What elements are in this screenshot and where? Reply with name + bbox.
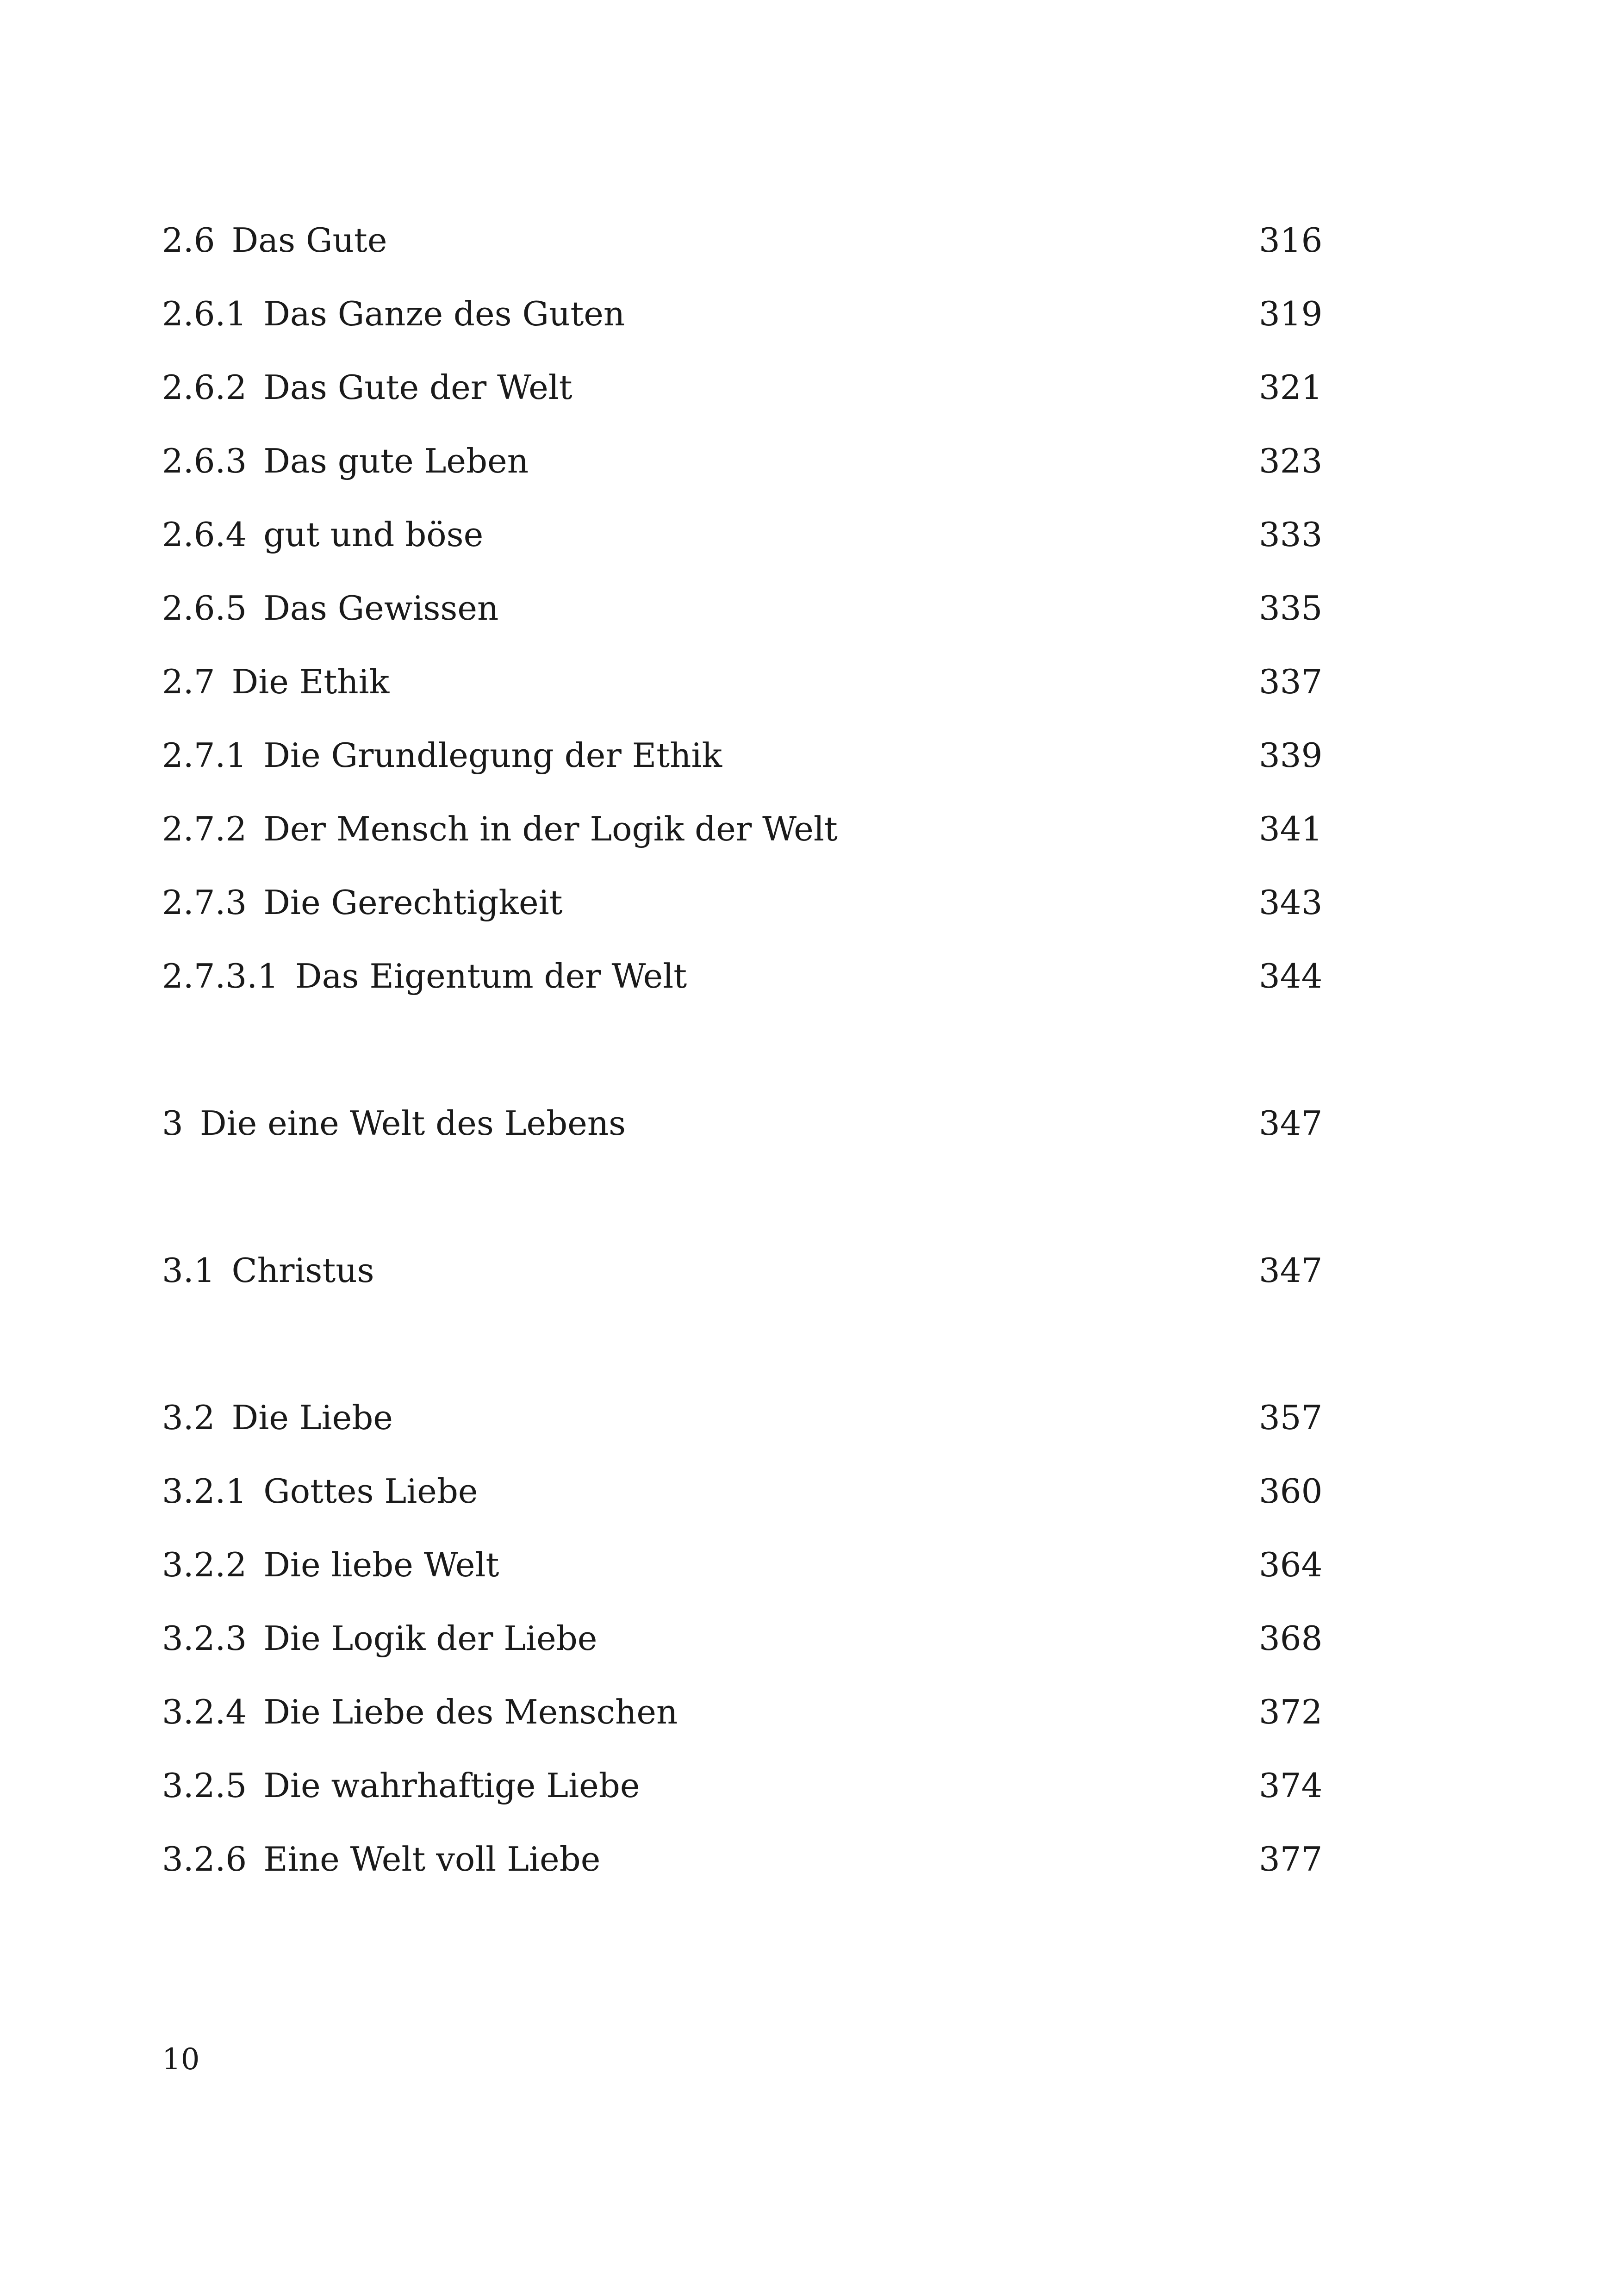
page-number: 10 bbox=[162, 2042, 200, 2077]
entry-page: 316 bbox=[1259, 221, 1323, 260]
entry-page: 339 bbox=[1259, 736, 1323, 775]
entry-title: Die liebe Welt bbox=[263, 1545, 499, 1584]
entry-title: Der Mensch in der Logik der Welt bbox=[263, 809, 838, 848]
entry-page: 319 bbox=[1259, 294, 1323, 333]
entry-title: Das Gewissen bbox=[263, 589, 499, 628]
entry-title: Das gute Leben bbox=[263, 442, 529, 480]
toc-entry bbox=[162, 424, 1323, 498]
toc-entry bbox=[162, 1823, 1323, 1896]
entry-page: 323 bbox=[1259, 442, 1323, 480]
entry-title: gut und böse bbox=[263, 515, 484, 554]
entry-title: Die Logik der Liebe bbox=[263, 1619, 597, 1658]
entry-page: 360 bbox=[1259, 1472, 1323, 1511]
entry-title: Das Gute der Welt bbox=[263, 368, 573, 407]
entry-page: 372 bbox=[1259, 1692, 1323, 1731]
entry-number: 3.2.6 bbox=[162, 1840, 247, 1879]
toc-entry bbox=[162, 1675, 1323, 1749]
entry-number: 3.1 bbox=[162, 1251, 215, 1290]
entry-page: 357 bbox=[1259, 1398, 1323, 1437]
toc-entry bbox=[162, 204, 1323, 277]
entry-number: 3.2.5 bbox=[162, 1766, 247, 1805]
entry-title: Eine Welt voll Liebe bbox=[263, 1840, 601, 1879]
toc-section-entry bbox=[162, 1381, 1323, 1455]
entry-page: 343 bbox=[1259, 883, 1323, 922]
entry-page: 374 bbox=[1259, 1766, 1323, 1805]
toc-entry bbox=[162, 940, 1323, 1013]
toc-entry bbox=[162, 1528, 1323, 1602]
toc-entry bbox=[162, 277, 1323, 351]
entry-number: 2.6.4 bbox=[162, 515, 247, 554]
entry-number: 3.2.2 bbox=[162, 1545, 247, 1584]
entry-number: 2.6.5 bbox=[162, 589, 247, 628]
entry-page: 377 bbox=[1259, 1840, 1323, 1879]
entry-number: 3 bbox=[162, 1104, 183, 1143]
entry-title: Die Liebe des Menschen bbox=[263, 1692, 678, 1731]
entry-page: 364 bbox=[1259, 1545, 1323, 1584]
entry-number: 3.2.4 bbox=[162, 1692, 247, 1731]
toc-entry bbox=[162, 866, 1323, 940]
toc-entry bbox=[162, 572, 1323, 645]
entry-title: Die Grundlegung der Ethik bbox=[263, 736, 722, 775]
entry-number: 2.6.2 bbox=[162, 368, 247, 407]
toc-entry bbox=[162, 792, 1323, 866]
toc-entry bbox=[162, 719, 1323, 792]
entry-title: Die Ethik bbox=[231, 662, 390, 701]
entry-number: 2.6 bbox=[162, 221, 215, 260]
entry-page: 344 bbox=[1259, 957, 1323, 996]
toc-chapter-entry bbox=[162, 1087, 1323, 1160]
entry-number: 2.7.3 bbox=[162, 883, 247, 922]
entry-number: 2.6.1 bbox=[162, 294, 247, 333]
table-of-contents bbox=[162, 204, 1323, 1896]
entry-number: 3.2 bbox=[162, 1398, 215, 1437]
entry-number: 2.7.2 bbox=[162, 809, 247, 848]
entry-title: Die Liebe bbox=[231, 1398, 393, 1437]
entry-title: Die eine Welt des Lebens bbox=[199, 1104, 626, 1143]
entry-title: Das Gute bbox=[231, 221, 387, 260]
entry-title: Die Gerechtigkeit bbox=[263, 883, 563, 922]
entry-number: 2.6.3 bbox=[162, 442, 247, 480]
toc-entry bbox=[162, 498, 1323, 572]
entry-number: 3.2.3 bbox=[162, 1619, 247, 1658]
entry-title: Gottes Liebe bbox=[263, 1472, 478, 1511]
entry-page: 347 bbox=[1259, 1251, 1323, 1290]
entry-number: 2.7 bbox=[162, 662, 215, 701]
entry-page: 337 bbox=[1259, 662, 1323, 701]
entry-title: Die wahrhaftige Liebe bbox=[263, 1766, 640, 1805]
toc-entry bbox=[162, 1455, 1323, 1528]
entry-page: 333 bbox=[1259, 515, 1323, 554]
entry-number: 2.7.1 bbox=[162, 736, 247, 775]
entry-page: 368 bbox=[1259, 1619, 1323, 1658]
entry-page: 347 bbox=[1259, 1104, 1323, 1143]
toc-entry bbox=[162, 1749, 1323, 1823]
entry-title: Christus bbox=[231, 1251, 374, 1290]
toc-entry bbox=[162, 1602, 1323, 1675]
entry-title: Das Ganze des Guten bbox=[263, 294, 625, 333]
entry-number: 2.7.3.1 bbox=[162, 957, 279, 996]
toc-entry bbox=[162, 351, 1323, 424]
entry-page: 335 bbox=[1259, 589, 1323, 628]
toc-section-entry bbox=[162, 1234, 1323, 1307]
entry-page: 341 bbox=[1259, 809, 1323, 848]
entry-title: Das Eigentum der Welt bbox=[295, 957, 687, 996]
entry-page: 321 bbox=[1259, 368, 1323, 407]
entry-number: 3.2.1 bbox=[162, 1472, 247, 1511]
toc-entry bbox=[162, 645, 1323, 719]
